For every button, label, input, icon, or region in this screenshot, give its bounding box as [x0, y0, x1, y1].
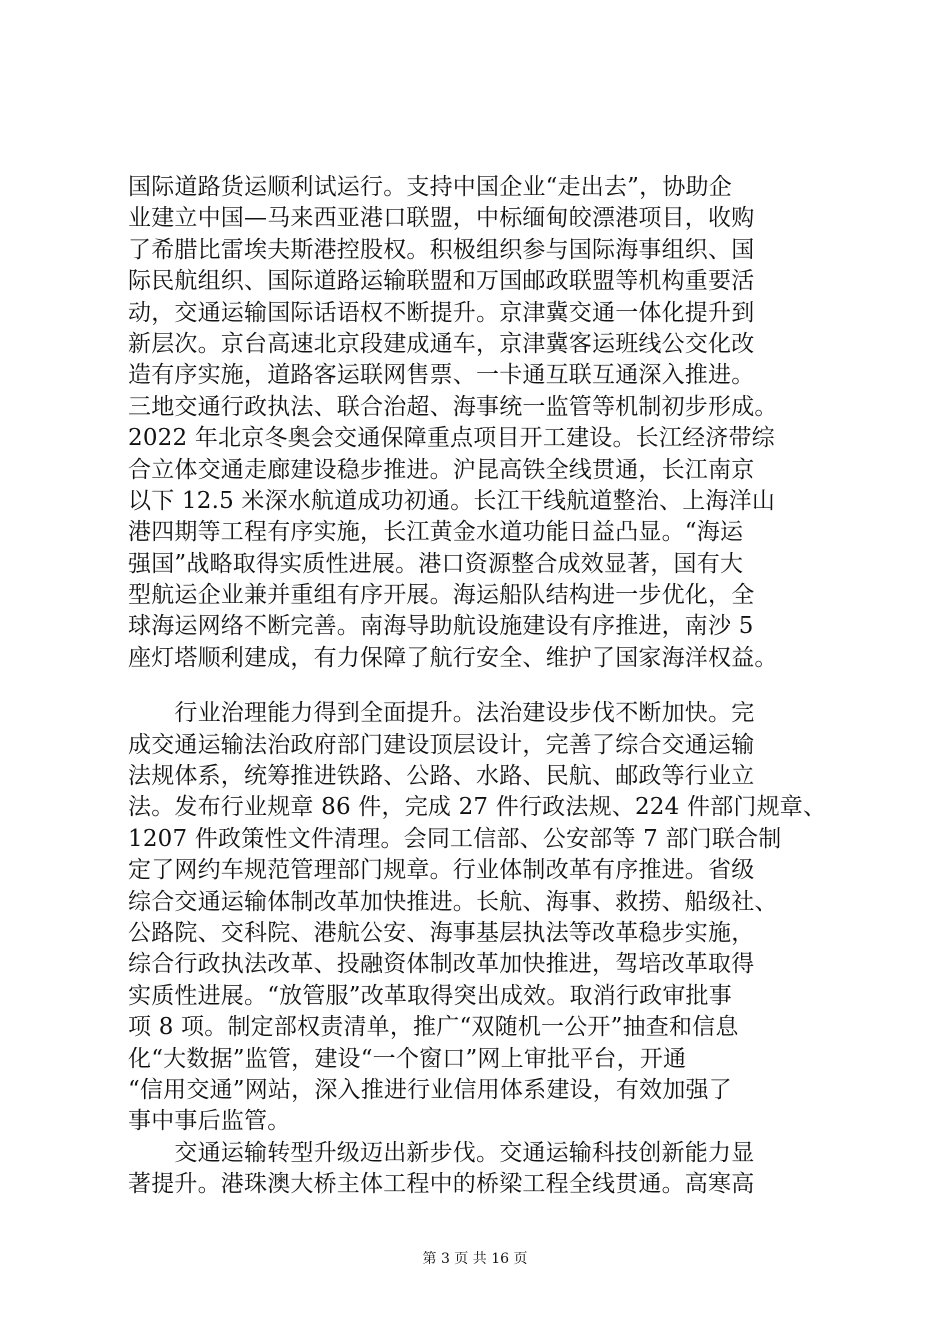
text-line: 三地交通行政执法、联合治超、海事统一监管等机制初步形成。	[128, 393, 778, 420]
text-line: 实质性进展。“放管服”改革取得突出成效。取消行政审批事	[128, 982, 732, 1009]
text-line: 国际道路货运顺利试运行。支持中国企业“走出去”，协助企	[128, 174, 732, 200]
text-line: 新层次。京台高速北京段建成通车，京津冀客运班线公交化改	[128, 330, 755, 357]
paragraph-3	[128, 1138, 828, 1201]
text-line: 综合交通运输体制改革加快推进。长航、海事、救捞、船级社、	[128, 888, 778, 915]
page-footer: 第 3 页 共 16 页	[422, 1251, 528, 1267]
text-line: 成交通运输法治政府部门建设顶层设计，完善了综合交通运输	[128, 731, 755, 758]
text-line: 定了网约车规范管理部门规章。行业体制改革有序推进。省级	[128, 857, 755, 884]
text-line: “信用交通”网站，深入推进行业信用体系建设，有效加强了	[128, 1076, 732, 1103]
text-line: 型航运企业兼并重组有序开展。海运船队结构进一步优化，全	[128, 582, 755, 609]
text-line: 球海运网络不断完善。南海导助航设施建设有序推进，南沙 5	[128, 613, 754, 640]
text-line: 港四期等工程有序实施，长江黄金水道功能日益凸显。“海运	[128, 519, 744, 546]
text-line: 际民航组织、国际道路运输联盟和万国邮政联盟等机构重要活	[128, 268, 755, 295]
text-line: 以下 12.5 米深水航道成功初通。长江干线航道整治、上海洋山	[128, 487, 776, 514]
text-line: 项 8 项。制定部权责清单，推广“双随机一公开”抽查和信息	[128, 1014, 739, 1041]
text-line: 化“大数据”监管，建设“一个窗口”网上审批平台，开通	[128, 1045, 687, 1072]
text-line: 业建立中国—马来西亚港口联盟，中标缅甸皎漂港项目，收购	[128, 205, 755, 232]
text-line: 1207 件政策性文件清理。会同工信部、公安部等 7 部门联合制	[128, 825, 782, 852]
text-line: 法规体系，统筹推进铁路、公路、水路、民航、邮政等行业立	[128, 763, 755, 790]
text-line: 2022 年北京冬奥会交通保障重点项目开工建设。长江经济带综	[128, 425, 775, 452]
paragraph-spacer	[128, 674, 828, 698]
text-line: 交通运输转型升级迈出新步伐。交通运输科技创新能力显	[128, 1139, 755, 1166]
text-line: 座灯塔顺利建成，有力保障了航行安全、维护了国家海洋权益。	[128, 644, 778, 671]
text-line: 强国”战略取得实质性进展。港口资源整合成效显著，国有大	[128, 550, 744, 577]
document-body	[128, 172, 828, 1201]
text-line: 事中事后监管。	[128, 1108, 291, 1135]
text-line: 动，交通运输国际话语权不断提升。京津冀交通一体化提升到	[128, 299, 755, 326]
text-line: 行业治理能力得到全面提升。法治建设步伐不断加快。完	[128, 700, 755, 727]
text-line: 综合行政执法改革、投融资体制改革加快推进，驾培改革取得	[128, 951, 755, 978]
paragraph-1	[128, 172, 828, 674]
text-line: 造有序实施，道路客运联网售票、一卡通互联互通深入推进。	[128, 362, 755, 389]
text-line: 公路院、交科院、港航公安、海事基层执法等改革稳步实施，	[128, 919, 755, 946]
text-line: 著提升。港珠澳大桥主体工程中的桥梁工程全线贯通。高寒高	[128, 1171, 755, 1198]
paragraph-2	[128, 698, 828, 1137]
text-line: 法。发布行业规章 86 件，完成 27 件行政法规、224 件部门规章、	[128, 794, 827, 821]
text-line: 合立体交通走廊建设稳步推进。沪昆高铁全线贯通，长江南京	[128, 456, 755, 483]
text-line: 了希腊比雷埃夫斯港控股权。积极组织参与国际海事组织、国	[128, 236, 755, 263]
